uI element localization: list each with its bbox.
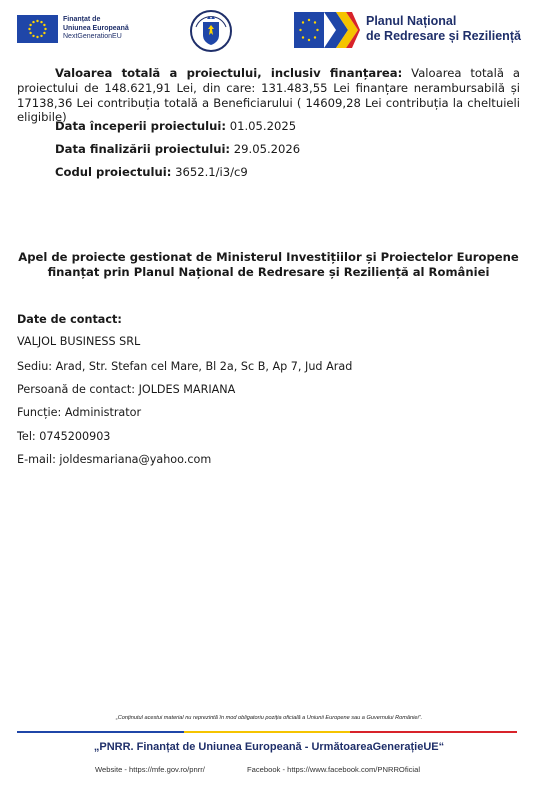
project-end-value: 29.05.2026 [233,142,301,156]
call-line2: finanțat prin Planul Național de Redresare și Reziliență al României [47,265,490,279]
divider-yellow [184,731,351,733]
divider-blue [17,731,184,733]
call-statement [17,250,520,280]
contact-heading: Date de contact: [17,313,122,326]
eu-funding-label [63,16,129,42]
pnrr-title [366,14,521,44]
project-end-row [55,142,300,157]
footer-tricolor-divider [17,731,517,733]
project-code-label: Codul proiectului: [55,165,172,179]
divider-red [350,731,517,733]
project-start-row [55,119,296,134]
contact-address: Sediu: Arad, Str. Stefan cel Mare, Bl 2a, Sc B, Ap 7, Jud Arad [17,360,353,373]
project-code-value: 3652.1/i3/c9 [175,165,248,179]
eu-label-line2: Uniunea Europeană [63,24,129,32]
contact-person: Persoană de contact: JOLDES MARIANA [17,383,236,396]
contact-role: Funcție: Administrator [17,406,142,419]
eu-flag-icon [17,15,58,43]
footer-facebook-link[interactable]: Facebook - https://www.facebook.com/PNRROficial [247,765,421,774]
footer-slogan: „PNRR. Finanțat de Uniunea Europeană - UrmătoareaGenerațieUE“ [93,741,445,753]
contact-company: VALJOL BUSINESS SRL [17,335,141,348]
eu-label-line3: NextGenerationEU [63,33,122,40]
footer-website-link[interactable]: Website - https://mfe.gov.ro/pnrr/ [95,765,205,774]
contact-phone: Tel: 0745200903 [17,430,111,443]
footer-disclaimer: „Conținutul acestui material nu reprezintă în mod obligatoriu poziția oficială a Uniunii Europene sau a Guvernului României”. [115,715,423,721]
contact-email: E-mail: joldesmariana@yahoo.com [17,453,212,466]
pnrr-logo-icon [294,12,360,48]
pnrr-title-line2: de Redresare și Reziliență [366,29,521,43]
romanian-government-crest-icon [190,9,232,53]
project-start-value: 01.05.2025 [229,119,297,133]
project-code-row [55,165,248,180]
pnrr-title-line1: Planul Național [366,14,457,28]
call-line1: Apel de proiecte gestionat de Ministerul Investițiilor și Proiectelor Europene [18,250,519,264]
project-value-label: Valoarea totală a proiectului, inclusiv finanțarea: [55,66,403,80]
eu-label-line1: Finanțat de [63,16,101,23]
project-value-text: Valoarea totală a proiectului de 148.621,91 Lei, din care: 131.483,55 Lei finanțare nerambursabilă și 17138,36 Lei contribuția totală a Beneficiarului ( 14609,28 Lei contribuția la cheltuieli eligibile) [17,66,520,125]
project-start-label: Data începerii proiectului: [55,119,227,133]
project-value-paragraph [17,66,520,125]
project-end-label: Data finalizării proiectului: [55,142,231,156]
